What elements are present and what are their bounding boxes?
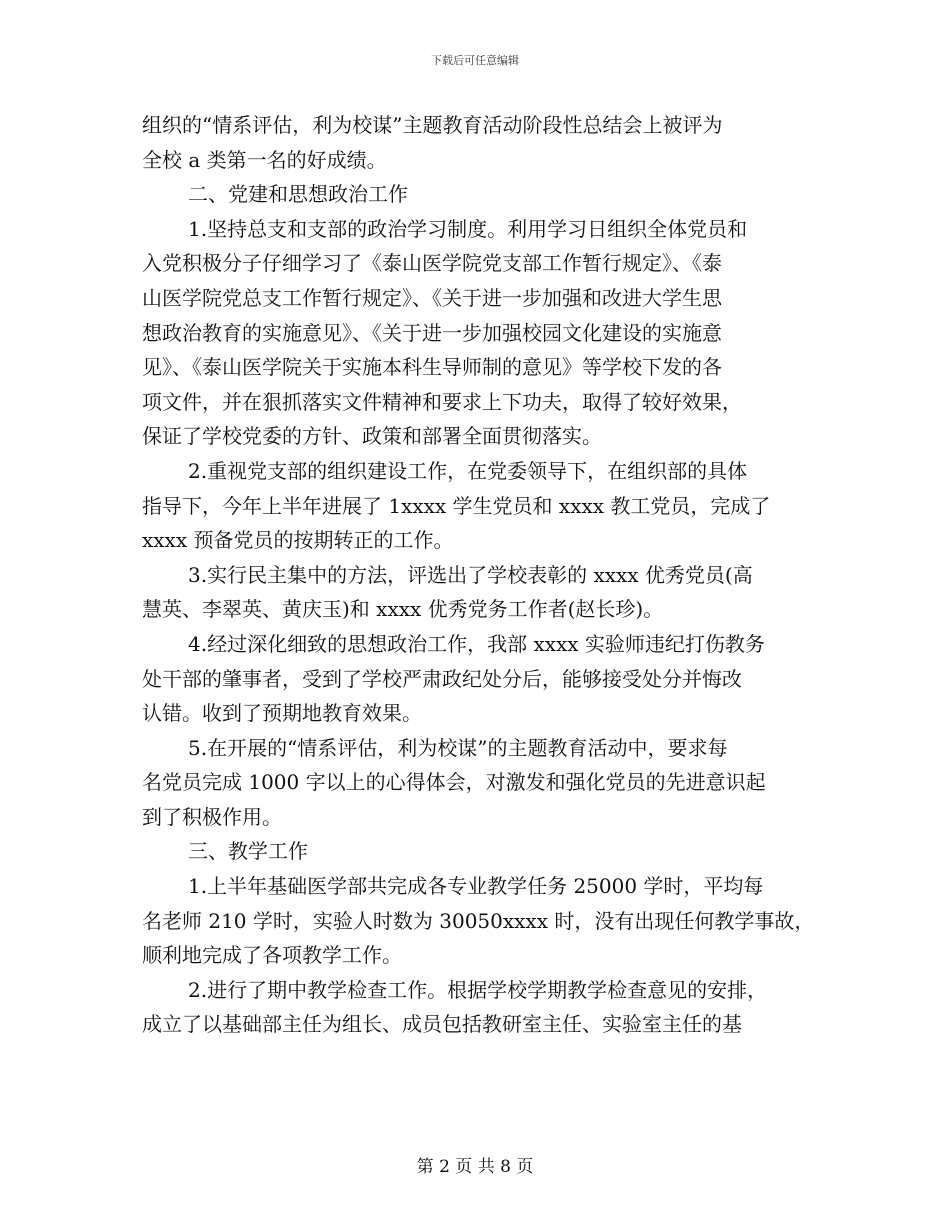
page-number: 第 2 页 共 8 页: [416, 1157, 534, 1177]
text-line: 3.实行民主集中的方法，评选出了学校表彰的 xxxx 优秀党员(高: [188, 562, 753, 587]
text-line: 2.进行了期中教学检查工作。根据学校学期教学检查意见的安排，: [188, 977, 768, 1002]
text-line: 指导下，今年上半年进展了 1xxxx 学生党员和 xxxx 教工党员，完成了: [142, 493, 771, 518]
text-line: 名老师 210 学时，实验人时数为 30050xxxx 时，没有出现任何教学事故，: [142, 908, 815, 933]
text-line: 名党员完成 1000 字以上的心得体会，对激发和强化党员的先进意识起: [142, 770, 766, 795]
text-line: 全校 a 类第一名的好成绩。: [142, 147, 387, 172]
text-line: 5.在开展的“情系评估，利为校谋”的主题教育活动中，要求每: [188, 735, 728, 760]
text-line: 二、党建和思想政治工作: [188, 182, 408, 207]
text-line: 1.坚持总支和支部的政治学习制度。利用学习日组织全体党员和: [188, 216, 748, 241]
text-line: 1.上半年基础医学部共完成各专业教学任务 25000 学时，平均每: [188, 874, 764, 899]
text-line: 处干部的肇事者，受到了学校严肃政纪处分后，能够接受处分并悔改: [142, 666, 742, 691]
text-line: xxxx 预备党员的按期转正的工作。: [142, 528, 454, 553]
page-header-note: 下载后可任意编辑: [431, 54, 519, 67]
text-line: 2.重视党支部的组织建设工作，在党委领导下，在组织部的具体: [188, 458, 748, 483]
text-line: 慧英、李翠英、黄庆玉)和 xxxx 优秀党务工作者(赵长珍)。: [142, 597, 664, 622]
text-line: 山医学院党总支工作暂行规定》、《关于进一步加强和改进大学生思: [142, 285, 722, 310]
text-line: 组织的“情系评估，利为校谋”主题教育活动阶段性总结会上被评为: [142, 113, 723, 137]
text-line: 4.经过深化细致的思想政治工作，我部 xxxx 实验师违纪打伤教务: [188, 631, 765, 656]
text-line: 到了积极作用。: [142, 804, 282, 829]
text-line: 顺利地完成了各项教学工作。: [142, 943, 402, 968]
text-line: 保证了学校党委的方针、政策和部署全面贯彻落实。: [142, 424, 602, 449]
text-line: 三、教学工作: [188, 839, 308, 864]
text-line: 想政治教育的实施意见》、《关于进一步加强校园文化建设的实施意: [142, 320, 722, 345]
text-line: 见》、《泰山医学院关于实施本科生导师制的意见》等学校下发的各: [142, 355, 722, 380]
text-line: 项文件，并在狠抓落实文件精神和要求上下功夫，取得了较好效果，: [142, 389, 742, 414]
text-line: 入党积极分子仔细学习了《泰山医学院党支部工作暂行规定》、《泰: [142, 251, 722, 276]
text-line: 成立了以基础部主任为组长、成员包括教研室主任、实验室主任的基: [142, 1012, 742, 1037]
document-body: [142, 108, 814, 1042]
text-line: 认错。收到了预期地教育效果。: [142, 701, 422, 726]
